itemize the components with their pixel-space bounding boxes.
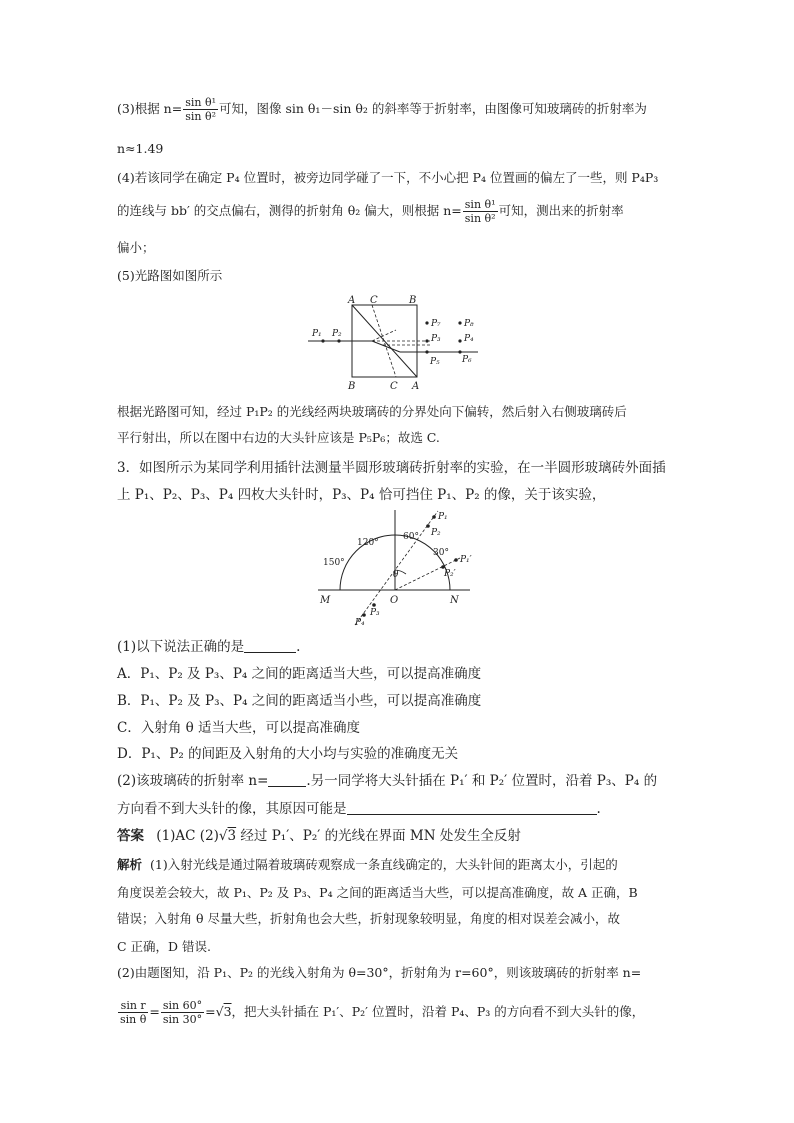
answer-part-2-prefix: (2) xyxy=(199,828,219,844)
answer-part-1: (1)AC xyxy=(156,828,196,844)
stem-text: (1)以下说法正确的是 xyxy=(117,639,245,655)
option-d: D．P₁、P₂ 的间距及入射角的大小均与实验的准确度无关 xyxy=(117,746,459,762)
pin-dot xyxy=(425,339,428,342)
fig1-explanation-line-1: 根据光路图可知，经过 P₁P₂ 的光线经两块玻璃砖的分界处向下偏转，然后射入右侧玻璃砖后 xyxy=(117,404,627,419)
question-3-2-line-2 xyxy=(117,800,601,818)
answer-blank xyxy=(268,774,306,787)
angle-label-30: 30° xyxy=(433,548,449,558)
sqrt-symbol: √ xyxy=(218,828,228,844)
incident-dashed-line xyxy=(355,511,438,625)
fraction-numerator: sin θ¹ xyxy=(185,96,216,109)
pin-label-P8: P₈ xyxy=(464,319,474,329)
analysis-line-4: C 正确，D 错误. xyxy=(117,939,212,954)
section-4-line-1: (4)若该同学在确定 P₄ 位置时，被旁边同学碰了一下，不小心把 P₄ 位置画的偏左了一些，则 P₄P₃ xyxy=(117,170,659,185)
q2-text-mid: .另一同学将大头针插在 P₁′ 和 P₂′ 位置时，沿着 P₃、P₄ 的 xyxy=(306,773,658,789)
pin-dot xyxy=(425,321,428,324)
label-top-C: C xyxy=(370,295,378,306)
equals-sign: = xyxy=(205,1004,216,1019)
fraction-denominator: sin θ xyxy=(120,1013,147,1026)
analysis-text-1: (1)入射光线是通过隔着玻璃砖观察成一条直线确定的，大头针间的距离太小，引起的 xyxy=(150,857,618,872)
pin-label-P4: P₄ xyxy=(355,618,365,628)
s3-text-post: 可知，图像 sin θ₁－sin θ₂ 的斜率等于折射率，由图像可知玻璃砖的折射率为 xyxy=(219,101,647,116)
s4-text-pre: 的连线与 bb′ 的交点偏右，测得的折射角 θ₂ 偏大，则根据 n= xyxy=(117,203,462,218)
pin-label-P1-prime: P₁′ xyxy=(460,555,472,565)
sqrt-radicand: 3 xyxy=(223,1004,232,1019)
stem-end: . xyxy=(296,639,301,655)
point-label-O: O xyxy=(390,595,399,606)
theta-label: θ xyxy=(393,570,399,580)
question-3-line-2: 上 P₁、P₂、P₃、P₄ 四枚大头针时，P₃、P₄ 恰可挡住 P₁、P₂ 的像，关于该实验， xyxy=(117,487,606,503)
option-a: A．P₁、P₂ 及 P₃、P₄ 之间的距离适当大些，可以提高准确度 xyxy=(117,666,482,682)
fraction-numerator: sin 60° xyxy=(162,999,203,1012)
figure-semicircle-diagram xyxy=(310,505,490,630)
pin-label-P3: P₃ xyxy=(431,334,441,344)
section-3-result: n≈1.49 xyxy=(117,141,164,156)
pin-label-P2: P₂ xyxy=(431,528,441,538)
s3-text-pre: (3)根据 n= xyxy=(117,101,183,116)
pin-dot xyxy=(458,339,461,342)
answer-line xyxy=(117,827,521,845)
answer-blank xyxy=(347,802,597,815)
question-3-line-1: 3．如图所示为某同学利用插针法测量半圆形玻璃砖折射率的实验，在一半圆形玻璃砖外面插 xyxy=(117,460,666,476)
q2-text-line-2: 方向看不到大头针的像，其原因可能是 xyxy=(117,801,347,817)
analysis-line-1 xyxy=(117,857,618,873)
section-3-line-1 xyxy=(117,96,647,123)
section-4-line-3: 偏小； xyxy=(117,240,155,255)
fraction-sin-r-over-sin-theta xyxy=(118,999,148,1026)
fraction-denominator: sin θ² xyxy=(185,110,216,123)
pin-dot xyxy=(372,603,376,607)
section-4-line-2 xyxy=(117,198,624,225)
fraction-sin60-over-sin30 xyxy=(161,999,204,1026)
pin-label-P4: P₄ xyxy=(464,334,474,344)
analysis-line-5: (2)由题图知，沿 P₁、P₂ 的光线入射角为 θ=30°，折射角为 r=60°，则该玻璃砖的折射率 n= xyxy=(117,965,642,980)
pin-label-P7: P₇ xyxy=(431,319,441,329)
pin-dot xyxy=(425,350,428,353)
s4-text-post: 可知，测出来的折射率 xyxy=(498,203,624,218)
pin-label-P5: P₅ xyxy=(430,357,440,367)
pin-dot xyxy=(362,613,366,617)
pin-dot xyxy=(337,339,340,342)
q2-text-end: . xyxy=(596,801,601,817)
question-3-2-line-1 xyxy=(117,772,657,790)
pin-dot xyxy=(458,321,461,324)
sqrt-radicand: 3 xyxy=(227,828,237,844)
pin-label-P2: P₂ xyxy=(332,329,342,339)
analysis-line-6: $\frac{\text{sin r}}{\text{sin θ}}$ = $\frac{\sin 60^\circ}{\sin 30^\circ}$ =√3，把大头针插在 P₁′、P₂′ 位置时，沿着 P₄、P₃ 的方向看不到大头针的像， xyxy=(120,999,645,1026)
refraction-fraction xyxy=(183,96,218,123)
pin-dot xyxy=(458,350,461,353)
pin-dot xyxy=(426,524,430,528)
analysis-label: 解析 xyxy=(117,857,143,872)
sqrt-symbol: √ xyxy=(215,1004,224,1019)
pin-dot xyxy=(432,515,436,519)
point-label-M: M xyxy=(320,595,331,606)
pin-label-P3: P₃ xyxy=(370,608,380,618)
fraction-denominator: sin 30° xyxy=(162,1013,203,1026)
answer-part-2-reason: 经过 P₁′、P₂′ 的光线在界面 MN 处发生全反射 xyxy=(240,828,521,844)
label-top-B: B xyxy=(409,295,417,306)
label-bottom-A: A xyxy=(412,381,420,392)
angle-label-60: 60° xyxy=(403,532,419,542)
point-label-N: N xyxy=(450,595,459,606)
pin-dot xyxy=(321,339,324,342)
label-top-A: A xyxy=(348,295,356,306)
fraction-numerator: sin θ¹ xyxy=(464,198,496,211)
question-3-1-stem xyxy=(117,638,300,656)
pin-label-P1: P₁ xyxy=(438,512,448,522)
pin-label-P6: P₆ xyxy=(462,355,472,365)
fraction-denominator: sin θ² xyxy=(464,212,496,225)
analysis-line-3: 错误；入射角 θ 尽量大些，折射角也会大些，折射现象较明显，角度的相对误差会减小，故 xyxy=(117,911,620,926)
refraction-fraction xyxy=(463,198,498,225)
angle-label-120: 120° xyxy=(357,538,379,548)
answer-blank xyxy=(244,640,296,653)
pin-label-P1: P₁ xyxy=(312,329,322,339)
analysis-line-2: 角度误差会较大，故 P₁、P₂ 及 P₃、P₄ 之间的距离适当大些，可以提高准确度，故 A 正确，B xyxy=(117,885,638,900)
angle-label-150: 150° xyxy=(323,558,345,568)
option-c: C．入射角 θ 适当大些，可以提高准确度 xyxy=(117,720,361,736)
analysis-text-6: ，把大头针插在 P₁′、P₂′ 位置时，沿着 P₄、P₃ 的方向看不到大头针的像， xyxy=(231,1004,645,1019)
answer-label: 答案 xyxy=(117,828,144,844)
label-bottom-C: C xyxy=(390,381,398,392)
figure-light-path-diagram xyxy=(300,290,490,400)
fig1-explanation-line-2: 平行射出，所以在图中右边的大头针应该是 P₅P₆；故选 C. xyxy=(117,430,440,445)
q2-text-pre: (2)该玻璃砖的折射率 n= xyxy=(117,773,269,789)
label-bottom-B: B xyxy=(348,381,356,392)
section-5-text: (5)光路图如图所示 xyxy=(117,268,223,283)
option-b: B．P₁、P₂ 及 P₃、P₄ 之间的距离适当小些，可以提高准确度 xyxy=(117,693,482,709)
pin-label-P2-prime: P₂′ xyxy=(444,569,456,579)
fraction-numerator: sin r xyxy=(118,999,148,1013)
pin-dot xyxy=(454,558,458,562)
